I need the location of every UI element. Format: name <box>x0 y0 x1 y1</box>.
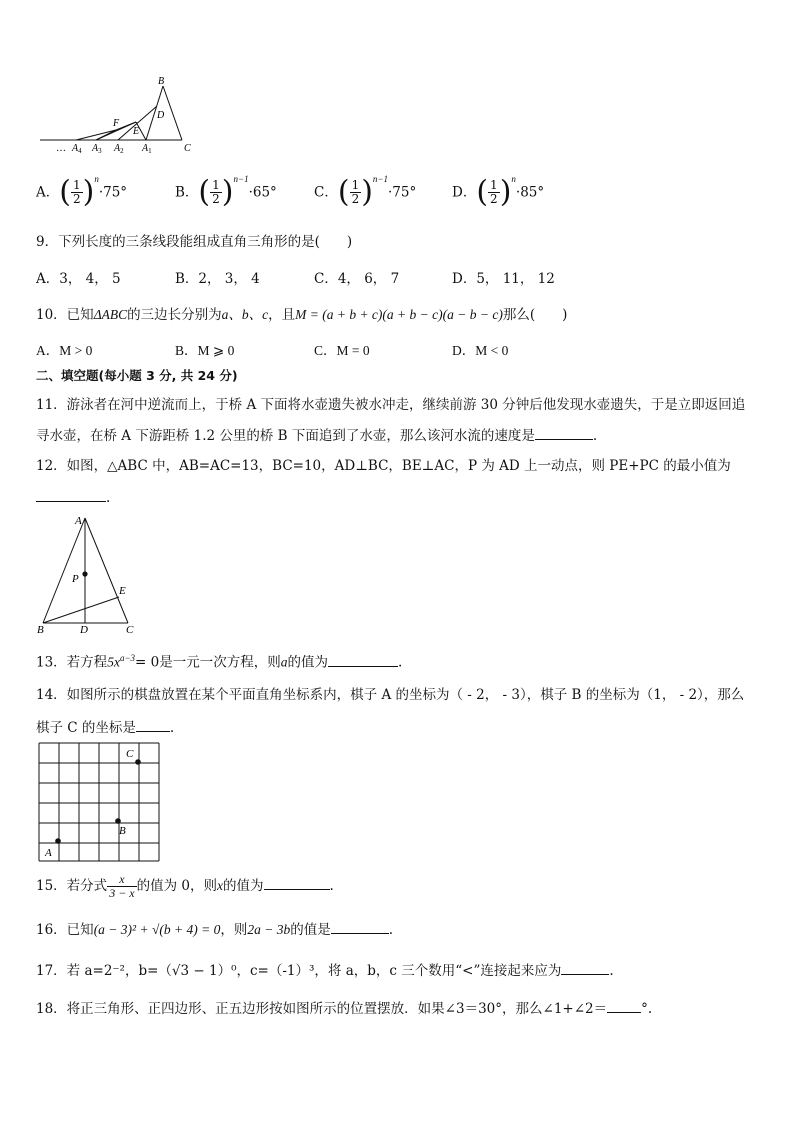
q8-label-a2: $A_2$ <box>114 143 124 155</box>
q16-answer-blank[interactable] <box>331 920 389 934</box>
q12-label-c: C <box>126 624 134 635</box>
q8-option-b[interactable]: B．( $\frac{1}{2}$ )$^{n-1}$·65° <box>175 174 277 210</box>
q12-point-p <box>82 571 87 576</box>
q8-label-a1: $A_1$ <box>142 143 152 155</box>
q15-line: 15．若分式 $\frac{x}{3 - x}$ 的值为 0，则x的值为 . <box>36 872 334 900</box>
q8-label-a3: $A_3$ <box>92 143 102 155</box>
q8-label-b: B <box>158 76 165 87</box>
q18-line: 18．将正三角形、正四边形、正五边形按如图所示的位置摆放．如果∠3＝30°，那么∠1+∠2＝ °. <box>36 1001 653 1017</box>
q12-side-ac <box>85 518 128 623</box>
q12-label-p: P <box>72 573 79 585</box>
q12-figure <box>36 511 140 635</box>
q8-label-a4: $A_4$ <box>72 143 82 155</box>
q17-answer-blank[interactable] <box>561 961 609 975</box>
q11-answer-blank[interactable] <box>535 426 593 440</box>
q14-label-c: C <box>126 748 134 760</box>
q14-piece-b <box>115 818 121 824</box>
q12-label-a: A <box>75 515 82 527</box>
q18-answer-blank[interactable] <box>607 999 641 1013</box>
q14-label-b: B <box>119 825 126 837</box>
q14-chessboard <box>38 742 160 862</box>
q8-option-c[interactable]: C．( $\frac{1}{2}$ )$^{n-1}$·75° <box>314 174 417 210</box>
q12-label-d: D <box>80 624 88 635</box>
q10-option-d[interactable]: D．M < 0 <box>452 343 509 358</box>
q15-answer-blank[interactable] <box>264 876 330 890</box>
q8-label-f: F <box>113 118 120 129</box>
q8-label-c: C <box>184 143 191 154</box>
q8-label-d: D <box>157 110 165 121</box>
q8-seg-7 <box>96 130 116 140</box>
q8-option-a[interactable]: A．( $\frac{1}{2}$ )$^n$·75° <box>36 174 128 210</box>
q8-label-e: E <box>133 126 140 137</box>
q16-line: 16．已知(a − 3)² + √(b + 4) = 0，则2a − 3b的值是 . <box>36 922 393 938</box>
q11-line1: 11．游泳者在河中逆流而上，于桥 A 下面将水壶遗失被水冲走，继续前游 30 分钟后他发现水壶遗失，于是立即返回追 <box>36 397 746 413</box>
q10-option-c[interactable]: C．M = 0 <box>314 343 370 358</box>
q8-side-bc <box>163 86 182 140</box>
q13-line: 13．若方程$5x^{a-3}= 0$是一元一次方程，则a的值为 . <box>36 653 403 671</box>
q9-stem: 9．下列长度的三条线段能组成直角三角形的是( ) <box>36 234 353 250</box>
q14-piece-c <box>135 759 141 765</box>
q8-option-d[interactable]: D．( $\frac{1}{2}$ )$^n$·85° <box>452 174 545 210</box>
q8-seg-5 <box>76 130 116 140</box>
q12-side-ab <box>43 518 85 623</box>
q9-option-b[interactable]: B．2， 3， 4 <box>175 271 260 287</box>
q17-line: 17．若 a=2⁻²，b=（√3 − 1）⁰，c=（-1）³，将 a，b，c 三个数用“<”连接起来应为 . <box>36 963 614 979</box>
q12-altitude-be <box>43 597 119 623</box>
q14-line2: 棋子 C 的坐标是 . <box>36 720 175 736</box>
q12-line1: 12．如图，△ABC 中，AB=AC=13，BC=10，AD⊥BC，BE⊥AC，P 为 AD 上一动点，则 PE+PC 的最小值为 <box>36 458 731 474</box>
q9-option-a[interactable]: A．3， 4， 5 <box>36 271 121 287</box>
q8-dots: … <box>56 143 66 154</box>
q12-label-b: B <box>37 624 44 635</box>
q10-option-b[interactable]: B．M ⩾ 0 <box>175 343 235 358</box>
q14-label-a: A <box>45 847 52 859</box>
q12-line2: . <box>36 488 110 507</box>
section-heading: 二、填空题(每小题 3 分, 共 24 分) <box>36 368 238 383</box>
q11-line2: 寻水壶，在桥 A 下游距桥 1.2 公里的桥 B 下面追到了水壶，那么该河水流的速度是 . <box>36 428 598 444</box>
q12-answer-blank[interactable] <box>36 488 106 502</box>
q14-piece-a <box>55 838 61 844</box>
q12-label-e: E <box>119 585 126 597</box>
q9-option-d[interactable]: D．5， 11， 12 <box>452 271 555 287</box>
q14-answer-blank[interactable] <box>136 718 170 732</box>
q14-line1: 14．如图所示的棋盘放置在某个平面直角坐标系内，棋子 A 的坐标为（ - 2， - 3），棋子 B 的坐标为（1， - 2），那么 <box>36 687 745 703</box>
q13-answer-blank[interactable] <box>328 653 398 667</box>
q8-figure <box>36 74 206 158</box>
q10-stem: 10．已知ΔABC的三边长分别为a、b、c，且M = (a + b + c)(a + b − c)(a − b − c)那么( ) <box>36 307 568 323</box>
q9-option-c[interactable]: C．4， 6， 7 <box>314 271 400 287</box>
q10-option-a[interactable]: A．M > 0 <box>36 343 93 358</box>
